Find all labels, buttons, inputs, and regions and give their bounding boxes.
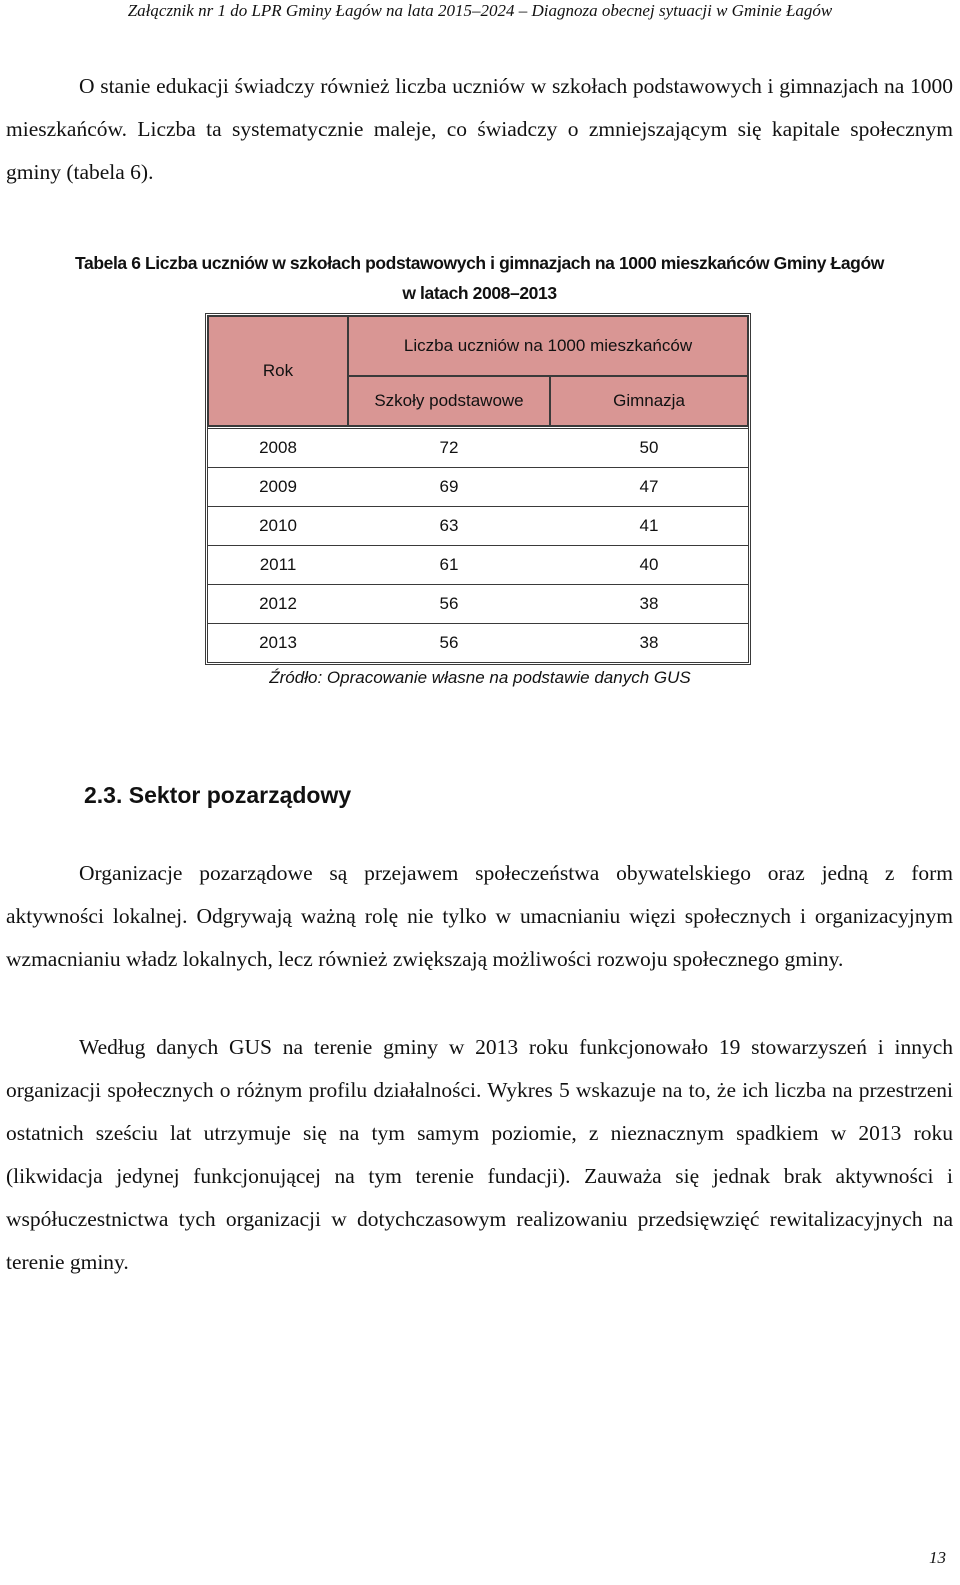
table-row [208, 506, 748, 545]
header-gimnazja: Gimnazja [550, 376, 748, 426]
cell-year: 2008 [208, 426, 348, 467]
cell-year: 2011 [208, 545, 348, 584]
table-row [208, 584, 748, 623]
cell-year: 2010 [208, 506, 348, 545]
cell-gimnazja: 40 [550, 545, 748, 584]
page-number: 13 [929, 1548, 946, 1567]
cell-year: 2012 [208, 584, 348, 623]
cell-primary: 72 [348, 426, 550, 467]
cell-gimnazja: 50 [550, 426, 748, 467]
cell-primary: 56 [348, 623, 550, 662]
table-row [208, 426, 748, 467]
paragraph-ngo-count: Według danych GUS na terenie gminy w 2013 roku funkcjonowało 19 stowarzyszeń i innych organizacji społecznych o różnym profilu działalności. Wykres 5 wskazuje na to, że ich liczba na przestrzeni ostatnich sześciu lat utrzymuje się na tym samym poziomie, z nieznacznym spadkiem w 2013 roku (likwidacja jedynej funkcjonującej na tym terenie fundacji). Zauważa się jednak brak aktywności i współuczestnictwa tych organizacji w dotychczasowym realizowaniu przedsięwzięć rewitalizacyjnych na terenie gminy. [6, 1035, 953, 1274]
header-primary-schools: Szkoły podstawowe [348, 376, 550, 426]
cell-primary: 56 [348, 584, 550, 623]
running-header: Załącznik nr 1 do LPR Gminy Łagów na lata 2015–2024 – Diagnoza obecnej sytuacji w Gminie Łagów [127, 1, 833, 20]
table-caption-line2: w latach 2008–2013 [402, 283, 557, 303]
cell-primary: 61 [348, 545, 550, 584]
section-heading: 2.3. Sektor pozarządowy [84, 782, 352, 808]
header-students-per-1000: Liczba uczniów na 1000 mieszkańców [348, 316, 748, 376]
paragraph-education-intro: O stanie edukacji świadczy również liczba uczniów w szkołach podstawowych i gimnazjach na 1000 mieszkańców. Liczba ta systematycznie maleje, co świadczy o zmniejszającym się kapitale społecznym gminy (tabela 6). [6, 74, 953, 184]
cell-primary: 63 [348, 506, 550, 545]
table-row [208, 467, 748, 506]
cell-year: 2009 [208, 467, 348, 506]
paragraph-ngo-role: Organizacje pozarządowe są przejawem społeczeństwa obywatelskiego oraz jedną z form aktywności lokalnej. Odgrywają ważną rolę nie tylko w umacnianiu więzi społecznych i organizacyjnym wzmacnianiu władz lokalnych, lecz również zwiększają możliwości rozwoju społecznego gminy. [6, 861, 953, 971]
cell-gimnazja: 47 [550, 467, 748, 506]
header-year: Rok [208, 316, 348, 426]
students-per-1000-table [205, 313, 751, 665]
table-row [208, 623, 748, 662]
table-caption [6, 248, 953, 308]
table-row [208, 545, 748, 584]
cell-primary: 69 [348, 467, 550, 506]
table-caption-line1: Tabela 6 Liczba uczniów w szkołach podstawowych i gimnazjach na 1000 mieszkańców Gminy Łagów [75, 253, 884, 273]
cell-gimnazja: 38 [550, 584, 748, 623]
cell-gimnazja: 38 [550, 623, 748, 662]
table-source: Źródło: Opracowanie własne na podstawie danych GUS [269, 668, 691, 687]
cell-year: 2013 [208, 623, 348, 662]
cell-gimnazja: 41 [550, 506, 748, 545]
